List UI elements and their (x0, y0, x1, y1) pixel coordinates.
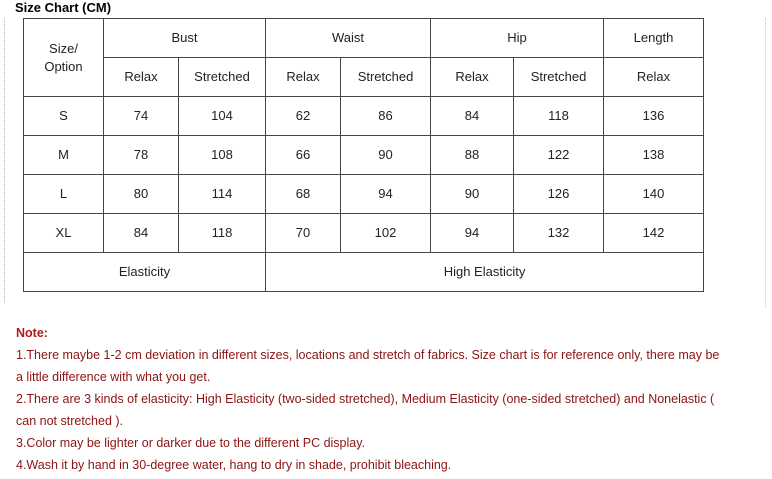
table-cell: 118 (179, 214, 266, 253)
table-cell: 114 (179, 175, 266, 214)
table-row (24, 136, 704, 175)
table-cell: 62 (266, 97, 341, 136)
size-cell: M (24, 136, 104, 175)
elasticity-label: Elasticity (24, 253, 266, 292)
subheader-cell: Stretched (179, 58, 266, 97)
table-cell: 84 (431, 97, 514, 136)
note-line: 2.There are 3 kinds of elasticity: High Elasticity (two-sided stretched), Medium Elasticity (one-sided stretched) and Nonelastic ( (16, 392, 715, 406)
table-cell: 68 (266, 175, 341, 214)
size-chart-table (23, 18, 704, 292)
note-line: 4.Wash it by hand in 30-degree water, hang to dry in shade, prohibit bleaching. (16, 458, 452, 472)
note-line: 1.There maybe 1-2 cm deviation in different sizes, locations and stretch of fabrics. Size chart is for reference only, there may be (16, 348, 720, 362)
elasticity-value: High Elasticity (266, 253, 704, 292)
length-header: Length (604, 19, 704, 58)
table-cell: 80 (104, 175, 179, 214)
table-cell: 138 (604, 136, 704, 175)
table-cell: 94 (341, 175, 431, 214)
size-option-header-line2: Option (44, 58, 83, 74)
left-divider (4, 18, 5, 303)
size-cell: S (24, 97, 104, 136)
size-chart-title: Size Chart (CM) (15, 0, 112, 15)
subheader-cell: Stretched (514, 58, 604, 97)
notes-section (16, 322, 764, 476)
table-cell: 126 (514, 175, 604, 214)
table-row (24, 214, 704, 253)
subheader-cell: Relax (604, 58, 704, 97)
table-cell: 88 (431, 136, 514, 175)
table-cell: 102 (341, 214, 431, 253)
table-cell: 108 (179, 136, 266, 175)
table-row (24, 97, 704, 136)
size-option-header (24, 19, 104, 97)
table-cell: 142 (604, 214, 704, 253)
bust-header: Bust (104, 19, 266, 58)
table-cell: 104 (179, 97, 266, 136)
table-cell: 136 (604, 97, 704, 136)
table-cell: 90 (341, 136, 431, 175)
table-cell: 94 (431, 214, 514, 253)
table-cell: 78 (104, 136, 179, 175)
notes-heading: Note: (16, 326, 48, 340)
size-cell: L (24, 175, 104, 214)
subheader-cell: Stretched (341, 58, 431, 97)
subheader-cell: Relax (104, 58, 179, 97)
waist-header: Waist (266, 19, 431, 58)
hip-header: Hip (431, 19, 604, 58)
elasticity-row (24, 253, 704, 292)
note-line: a little difference with what you get. (16, 370, 211, 384)
size-option-header-line1: Size/ (49, 40, 78, 56)
subheader-cell: Relax (431, 58, 514, 97)
table-cell: 132 (514, 214, 604, 253)
right-divider (765, 18, 766, 308)
size-cell: XL (24, 214, 104, 253)
header-row-subheaders (24, 58, 704, 97)
table-cell: 70 (266, 214, 341, 253)
table-cell: 74 (104, 97, 179, 136)
table-cell: 84 (104, 214, 179, 253)
table-cell: 140 (604, 175, 704, 214)
header-row-groups (24, 19, 704, 58)
table-cell: 122 (514, 136, 604, 175)
table-cell: 66 (266, 136, 341, 175)
table-row (24, 175, 704, 214)
note-line: 3.Color may be lighter or darker due to the different PC display. (16, 436, 366, 450)
note-line: can not stretched ). (16, 414, 124, 428)
subheader-cell: Relax (266, 58, 341, 97)
table-cell: 86 (341, 97, 431, 136)
table-cell: 90 (431, 175, 514, 214)
table-cell: 118 (514, 97, 604, 136)
